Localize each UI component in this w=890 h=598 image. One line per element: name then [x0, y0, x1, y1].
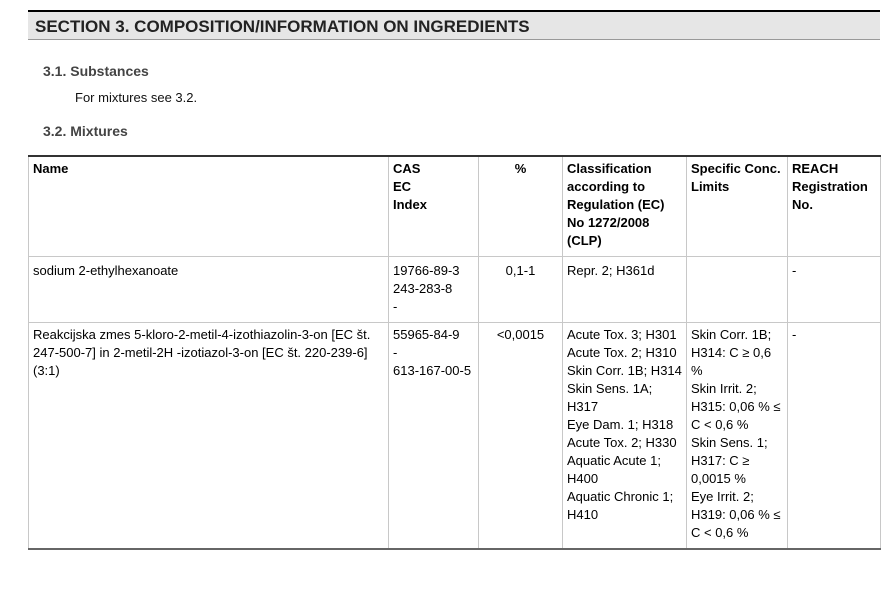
col-classification-header: Classification according to Regulation (EC) No 1272/2008 (CLP) — [563, 156, 687, 257]
specific-limit-entry: Skin Sens. 1; H317: C ≥ 0,0015 % — [691, 435, 768, 486]
classification-entry: Aquatic Chronic 1; H410 — [567, 489, 674, 522]
col-ec-label: EC — [393, 179, 412, 194]
row-identifiers — [389, 323, 479, 550]
specific-limit-entry: Eye Irrit. 2; H319: 0,06 % ≤ C < 0,6 % — [691, 489, 781, 540]
classification-entry: Skin Sens. 1A; H317 — [567, 381, 653, 414]
row-reach: - — [788, 323, 881, 550]
classification-entry: Acute Tox. 3; H301 — [567, 327, 677, 342]
table-header-row — [29, 156, 881, 257]
row-index: 613-167-00-5 — [393, 363, 472, 378]
row-ec: - — [393, 345, 398, 360]
col-cas-header — [389, 156, 479, 257]
mixtures-table — [28, 155, 881, 550]
row-index: - — [393, 299, 398, 314]
specific-limit-entry: Skin Corr. 1B; H314: C ≥ 0,6 % — [691, 327, 772, 378]
col-cas-label: CAS — [393, 161, 421, 176]
section-header — [28, 10, 880, 40]
substances-note: For mixtures see 3.2. — [75, 90, 198, 105]
col-index-label: Index — [393, 197, 427, 212]
row-specific — [687, 257, 788, 323]
col-percent-header: % — [479, 156, 563, 257]
classification-entry: Eye Dam. 1; H318 — [567, 417, 674, 432]
row-cas: 55965-84-9 — [393, 327, 460, 342]
row-percent: 0,1-1 — [479, 257, 563, 323]
col-specific-header: Specific Conc. Limits — [687, 156, 788, 257]
classification-entry: Aquatic Acute 1; H400 — [567, 453, 661, 486]
row-specific — [687, 323, 788, 550]
row-ec: 243-283-8 — [393, 281, 453, 296]
row-cas: 19766-89-3 — [393, 263, 460, 278]
row-classification — [563, 323, 687, 550]
row-name: Reakcijska zmes 5-kloro-2-metil-4-izothiazolin-3-on [EC št. 247-500-7] in 2-metil-2H -izotiazol-3-on [EC št. 220-239-6] (3:1) — [29, 323, 389, 550]
row-classification: Repr. 2; H361d — [563, 257, 687, 323]
table-row — [29, 257, 881, 323]
row-identifiers — [389, 257, 479, 323]
row-reach: - — [788, 257, 881, 323]
classification-entry: Skin Corr. 1B; H314 — [567, 363, 682, 378]
section-title: SECTION 3. COMPOSITION/INFORMATION ON INGREDIENTS — [35, 17, 530, 36]
table-row — [29, 323, 881, 550]
row-percent: <0,0015 — [479, 323, 563, 550]
classification-entry: Acute Tox. 2; H310 — [567, 345, 677, 360]
col-reach-header: REACH Registration No. — [788, 156, 881, 257]
mixtures-heading: 3.2. Mixtures — [43, 123, 128, 139]
substances-heading: 3.1. Substances — [43, 63, 149, 79]
row-name: sodium 2-ethylhexanoate — [29, 257, 389, 323]
classification-entry: Acute Tox. 2; H330 — [567, 435, 677, 450]
specific-limit-entry: Skin Irrit. 2; H315: 0,06 % ≤ C < 0,6 % — [691, 381, 781, 432]
col-name-header: Name — [29, 156, 389, 257]
